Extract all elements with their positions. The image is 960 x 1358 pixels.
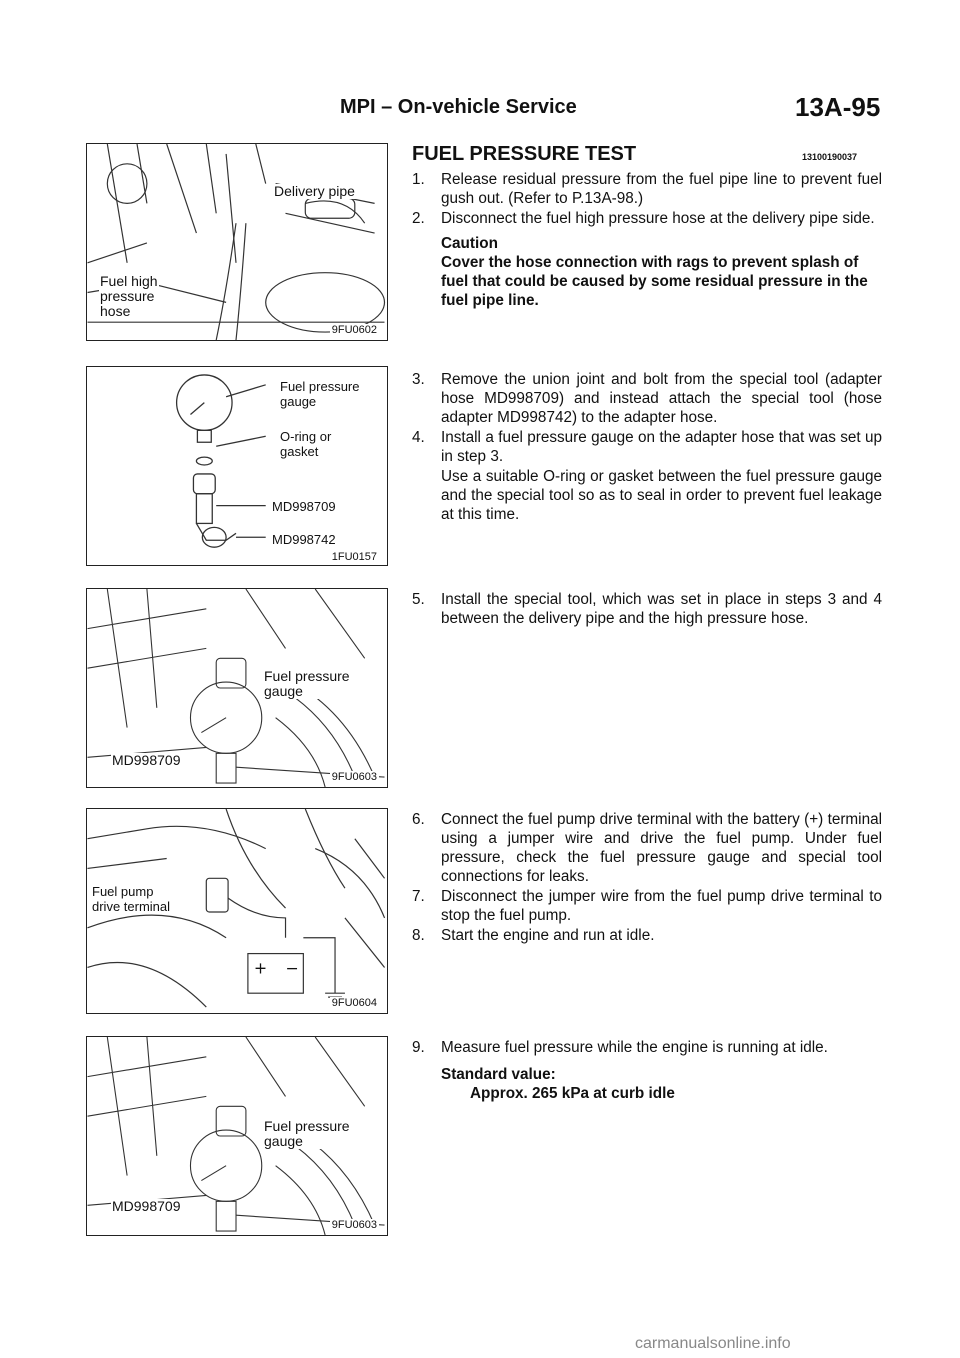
page-header-title: MPI – On-vehicle Service	[340, 96, 577, 118]
step-5: 5. Install the special tool, which was set in place in steps 3 and 4 between the delivery pipe and the high pressure hose.	[412, 591, 882, 627]
figure-delivery-pipe	[86, 143, 388, 341]
svg-text:−: −	[285, 958, 299, 978]
steps-1-2	[412, 170, 882, 310]
step-4-note: Use a suitable O-ring or gasket between the fuel pressure gauge and the special tool so as to seal in order to prevent fuel leakage at this time.	[441, 468, 882, 523]
label-md998709: MD998709	[112, 1198, 181, 1214]
steps-3-4	[412, 370, 882, 524]
section-title: FUEL PRESSURE TEST	[412, 143, 637, 165]
step-1: 1. Release residual pressure from the fuel pipe line to prevent fuel gush out. (Refer to P.13A-98.)	[412, 171, 882, 207]
label-o-ring: O-ring or gasket	[280, 429, 332, 459]
caution-title: Caution	[441, 235, 498, 252]
step-6: 6. Connect the fuel pump drive terminal with the battery (+) terminal using a jumper wire and drive the fuel pump. Under fuel pressure, check the fuel pressure gauge and special tool connections for leaks.	[412, 811, 882, 885]
figure-code: 9FU0602	[331, 324, 377, 336]
step-9: 9. Measure fuel pressure while the engine is running at idle.	[412, 1039, 828, 1056]
figure-gauge-installed	[86, 588, 388, 788]
steps-6-8	[412, 810, 882, 946]
step-8: 8. Start the engine and run at idle.	[412, 927, 655, 944]
footer-watermark: carmanualsonline.info	[635, 1335, 791, 1352]
label-md998709: MD998709	[112, 752, 181, 768]
label-md998709: MD998709	[272, 499, 336, 514]
figure-code: 9FU0604	[331, 997, 377, 1009]
label-md998742: MD998742	[272, 532, 336, 547]
label-fuel-high-pressure-hose: Fuel high pressure hose	[100, 273, 158, 319]
label-fuel-pump-drive-terminal: Fuel pump drive terminal	[92, 884, 171, 914]
standard-value-label: Standard value:	[441, 1066, 556, 1083]
step-2: 2. Disconnect the fuel high pressure hose at the delivery pipe side.	[412, 210, 875, 227]
section-id: 13100190037	[802, 152, 858, 162]
figure-code: 9FU0603	[331, 1219, 377, 1231]
caution-text: Cover the hose connection with rags to prevent splash of fuel that could be caused by some residual pressure in the fuel pipe line.	[441, 254, 868, 309]
step-7: 7. Disconnect the jumper wire from the fuel pump drive terminal to stop the fuel pump.	[412, 888, 882, 924]
figure-code: 1FU0157	[331, 551, 377, 563]
label-delivery-pipe: Delivery pipe	[274, 183, 355, 199]
label-fuel-pressure-gauge: Fuel pressure gauge	[264, 1118, 350, 1149]
label-fuel-pressure-gauge: Fuel pressure gauge	[280, 379, 360, 409]
standard-value: Approx. 265 kPa at curb idle	[470, 1085, 675, 1102]
figure-gauge-assembly	[86, 366, 388, 566]
figure-fuel-pump-terminal	[86, 808, 388, 1014]
svg-text:+: +	[253, 958, 268, 978]
step-4: 4. Install a fuel pressure gauge on the adapter hose that was set up in step 3.	[412, 429, 882, 465]
step-5-block	[412, 590, 882, 629]
label-fuel-pressure-gauge: Fuel pressure gauge	[264, 668, 350, 699]
step-9-block	[412, 1038, 882, 1103]
figure-gauge-installed-idle	[86, 1036, 388, 1236]
page-number: 13A-95	[795, 92, 881, 122]
figure-code: 9FU0603	[331, 771, 377, 783]
step-3: 3. Remove the union joint and bolt from the special tool (adapter hose MD998709) and instead attach the special tool (hose adapter MD998742) to the adapter hose.	[412, 371, 882, 426]
